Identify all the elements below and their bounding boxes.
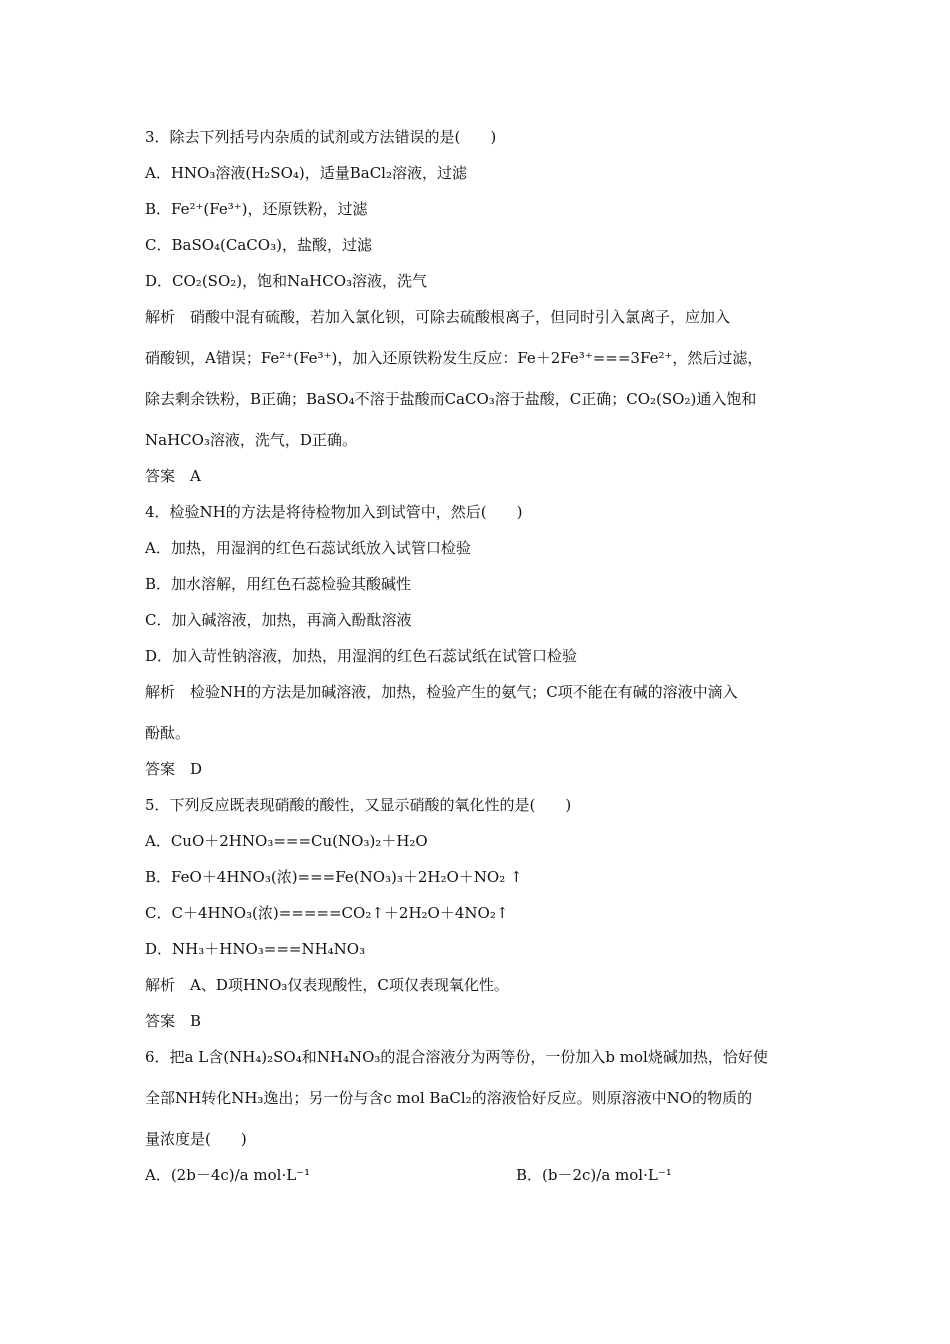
q6-option-a: A．(2b－4c)/a mol·L⁻¹ — [145, 1166, 311, 1184]
q3-option-a: A．HNO₃溶液(H₂SO₄)，适量BaCl₂溶液，过滤 — [145, 164, 467, 182]
q6-stem-line-2: 全部NH转化NH₃逸出；另一份与含c mol BaCl₂的溶液恰好反应。则原溶液中NO的物质的 — [145, 1089, 753, 1107]
q3-option-b: B．Fe²⁺(Fe³⁺)，还原铁粉，过滤 — [145, 200, 368, 218]
q3-option-c: C．BaSO₄(CaCO₃)，盐酸，过滤 — [145, 236, 372, 254]
q5-option-d: D．NH₃＋HNO₃===NH₄NO₃ — [145, 940, 366, 958]
q4-option-c: C．加入碱溶液，加热，再滴入酚酞溶液 — [145, 611, 412, 629]
q5-option-b: B．FeO＋4HNO₃(浓)===Fe(NO₃)₃＋2H₂O＋NO₂ ↑ — [145, 868, 523, 886]
q3-analysis-line-3: 除去剩余铁粉，B正确；BaSO₄不溶于盐酸而CaCO₃溶于盐酸，C正确；CO₂(SO₂)通入饱和 — [145, 390, 757, 408]
q4-option-b: B．加水溶解，用红色石蕊检验其酸碱性 — [145, 575, 412, 593]
q4-stem: 4．检验NH的方法是将待检物加入到试管中，然后( ) — [145, 503, 523, 521]
q5-option-c: C．C＋4HNO₃(浓)=====CO₂↑＋2H₂O＋4NO₂↑ — [145, 904, 509, 922]
q3-analysis-line-2: 硝酸钡，A错误；Fe²⁺(Fe³⁺)，加入还原铁粉发生反应：Fe＋2Fe³⁺===3Fe²⁺，然后过滤， — [145, 349, 763, 367]
q4-answer: 答案 D — [145, 760, 203, 778]
q4-option-a: A．加热，用湿润的红色石蕊试纸放入试管口检验 — [145, 539, 471, 557]
q3-analysis-line-4: NaHCO₃溶液，洗气，D正确。 — [145, 431, 357, 449]
q3-stem: 3．除去下列括号内杂质的试剂或方法错误的是( ) — [145, 128, 497, 146]
q5-option-a: A．CuO＋2HNO₃===Cu(NO₃)₂＋H₂O — [145, 832, 428, 850]
q4-analysis-line-1: 解析 检验NH的方法是加碱溶液，加热，检验产生的氨气；C项不能在有碱的溶液中滴入 — [145, 683, 738, 701]
q6-stem-line-1: 6．把a L含(NH₄)₂SO₄和NH₄NO₃的混合溶液分为两等份，一份加入b mol烧碱加热，恰好使 — [145, 1048, 768, 1066]
q5-answer: 答案 B — [145, 1012, 202, 1030]
q5-stem: 5．下列反应既表现硝酸的酸性，又显示硝酸的氧化性的是( ) — [145, 796, 572, 814]
q4-analysis-line-2: 酚酞。 — [145, 724, 191, 742]
q5-analysis: 解析 A、D项HNO₃仅表现酸性，C项仅表现氧化性。 — [145, 976, 509, 994]
q6-option-b: B．(b－2c)/a mol·L⁻¹ — [516, 1166, 672, 1184]
q3-answer: 答案 A — [145, 467, 201, 485]
q3-analysis-line-1: 解析 硝酸中混有硫酸，若加入氯化钡，可除去硫酸根离子，但同时引入氯离子，应加入 — [145, 308, 731, 326]
q6-stem-line-3: 量浓度是( ) — [145, 1130, 247, 1148]
q4-option-d: D．加入苛性钠溶液，加热，用湿润的红色石蕊试纸在试管口检验 — [145, 647, 578, 665]
q3-option-d: D．CO₂(SO₂)，饱和NaHCO₃溶液，洗气 — [145, 272, 428, 290]
